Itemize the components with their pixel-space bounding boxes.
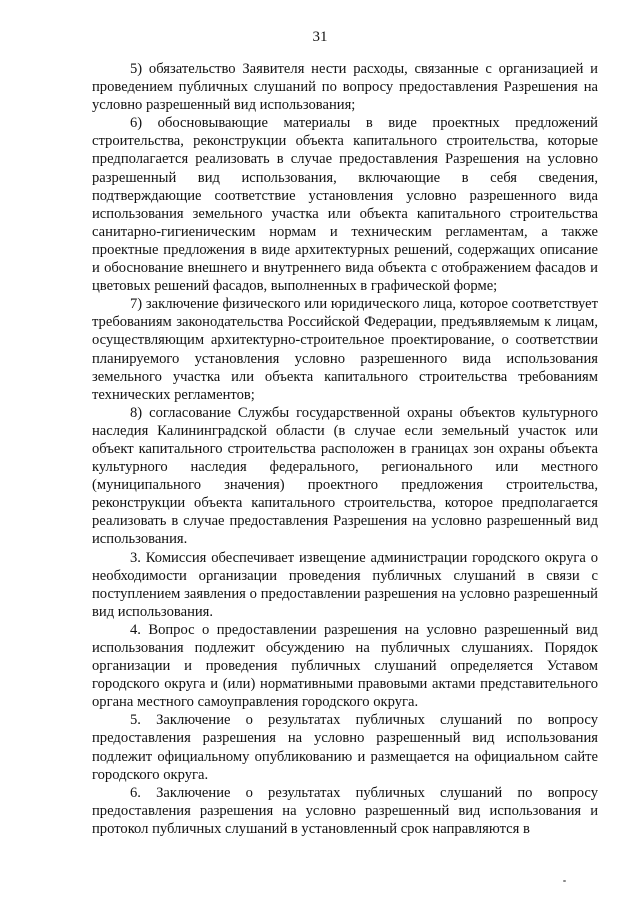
page-number: 31	[312, 29, 328, 45]
paragraph-clause-5: 5. Заключение о результатах публичных слушаний по вопросу предоставления разрешения на условно разрешенный вид использования подлежит официальному опубликованию и размещается на официальном сайте городского округа.	[92, 712, 598, 783]
paragraph-item-7: 7) заключение физического или юридического лица, которое соответствует требованиям законодательства Российской Федерации, предъявляемым к лицам, осуществляющим архитектурно-строительное проектирование, о соответствии планируемого установления условно разрешенного вида использования земельного участка или объекта капитального строительства требованиям технических регламентов;	[92, 296, 598, 403]
paragraph-item-5: 5) обязательство Заявителя нести расходы, связанные с организацией и проведением публичных слушаний по вопросу предоставления Разрешения на условно разрешенный вид использования;	[92, 61, 598, 114]
paragraph-item-6: 6) обосновывающие материалы в виде проектных предложений строительства, реконструкции объекта капитального строительства, которые предполагается реализовать в случае предоставления Разрешения на условно разрешенный вид использования, включающие в себя сведения, подтверждающие соответствие установления условно разрешенного вида использования земельного участка или объекта капитального строительства санитарно-гигиеническим нормам и техническим регламентам, а также проектные предложения в виде архитектурных решений, содержащих описание и обоснование внешнего и внутреннего вида объекта с отображением фасадов и цветовых решений фасадов, выполненных в графической форме;	[92, 115, 598, 295]
document-body	[92, 60, 598, 838]
paragraph-clause-4: 4. Вопрос о предоставлении разрешения на условно разрешенный вид использования подлежит обсуждению на публичных слушаниях. Порядок организации и проведения публичных слушаний определяется Уставом городского округа и (или) нормативными правовыми актами представительного органа местного самоуправления городского округа.	[92, 621, 598, 711]
scan-speck	[563, 880, 566, 882]
paragraph-clause-6: 6. Заключение о результатах публичных слушаний по вопросу предоставления разрешения на условно разрешенный вид использования и протокол публичных слушаний в установленный срок направляются в	[92, 784, 598, 837]
paragraph-item-8: 8) согласование Службы государственной охраны объектов культурного наследия Калининградской области (в случае если земельный участок или объект капитального строительства расположен в границах зон охраны объекта культурного наследия федерального, регионального или местного (муниципального значения) проектного предложения строительства, реконструкции объекта капитального строительства, которое предполагается реализовать в случае предоставления Разрешения на условно разрешенный вид использования.	[92, 404, 598, 548]
paragraph-clause-3: 3. Комиссия обеспечивает извещение администрации городского округа о необходимости организации проведения публичных слушаний в связи с поступлением заявления о предоставлении разрешения на условно разрешенный вид использования.	[92, 549, 598, 620]
